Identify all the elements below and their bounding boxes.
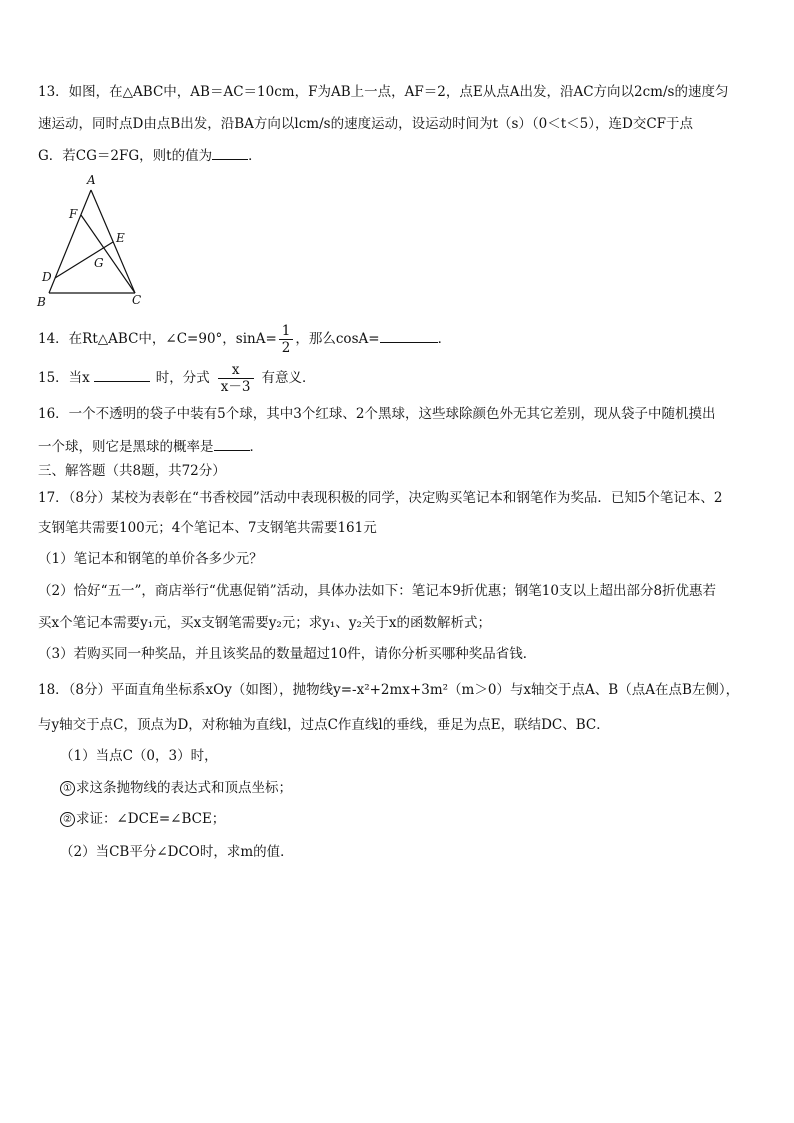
q13-line2: 速运动，同时点D由点B出发，沿BA方向以lcm/s的速度运动，设运动时间为t（s）（0＜t＜5），连D交CF于点 (38, 116, 694, 132)
q13-line3-end: ． (248, 148, 262, 164)
segment-cf (81, 215, 135, 293)
q17-part2-line2: 买x个笔记本需要y₁元，买x支钢笔需要y₂元；求y₁、y₂关于x的函数解析式； (38, 615, 491, 631)
label-f: F (69, 207, 78, 221)
fraction-denominator: x－3 (220, 379, 251, 395)
q15-text: 15．当x (38, 370, 90, 386)
q15-mid: 时，分式 (155, 370, 210, 386)
section-heading: 三、解答题（共8题，共72分） (38, 463, 226, 479)
q16-line2-end: ． (249, 439, 263, 455)
q16-line1: 16．一个不透明的袋子中装有5个球，其中3个红球、2个黑球，这些球除颜色外无其它差别，现从袋子中随机摸出 (38, 406, 716, 422)
segment-de (55, 242, 113, 278)
q16-line2 (38, 436, 263, 457)
q13-line1: 13．如图，在△ABC中，AB＝AC＝10cm，F为AB上一点，AF＝2，点E从点A出发，沿AC方向以2cm/s的速度匀 (38, 84, 729, 100)
q13-line3-text: G．若CG＝2FG，则t的值为 (38, 148, 213, 164)
fraction-x-over-x-minus-3 (218, 362, 254, 395)
q17-line2: 支钢笔共需要100元；4个笔记本、7支钢笔共需要161元 (38, 520, 377, 536)
circled-number-2: ② (60, 812, 75, 827)
q13-line3 (38, 145, 262, 166)
label-a: A (87, 173, 96, 187)
answer-blank (94, 367, 150, 382)
label-d: D (42, 270, 52, 284)
q18-line2: 与y轴交于点C，顶点为D，对称轴为直线l，过点C作直线l的垂线，垂足为点E，联结DC、BC． (38, 717, 610, 733)
label-g: G (94, 256, 104, 270)
q16-line2-text: 一个球，则它是黑球的概率是 (38, 439, 214, 455)
q18-subpart2-text: 求证：∠DCE=∠BCE； (76, 811, 226, 827)
label-b: B (37, 295, 46, 308)
q18-subpart2 (60, 809, 225, 829)
fraction-numerator: x (218, 362, 254, 379)
q18-part1: （1）当点C（0，3）时， (60, 748, 218, 764)
q17-part2-line1: （2）恰好“五一”，商店举行“优惠促销”活动，具体办法如下：笔记本9折优惠；钢笔10支以上超出部分8折优惠若 (38, 583, 717, 599)
segment-ac (91, 190, 135, 293)
q17-line1: 17．（8分）某校为表彰在“书香校园”活动中表现积极的同学，决定购买笔记本和钢笔作为奖品．已知5个笔记本、2 (38, 490, 723, 506)
q14-line (38, 322, 451, 356)
q15-line (38, 361, 316, 395)
answer-blank (212, 145, 248, 160)
q14-end: ． (437, 331, 452, 347)
fraction-one-half (279, 323, 294, 356)
q17-part1: （1）笔记本和钢笔的单价各多少元？ (38, 551, 263, 567)
q14-text: 14．在Rt△ABC中，∠C=90°，sinA= (38, 331, 277, 347)
label-e: E (116, 231, 125, 245)
q15-end: 有意义． (261, 370, 316, 386)
fraction-numerator: 1 (279, 323, 294, 340)
q18-subpart1 (60, 778, 292, 798)
triangle-figure (30, 168, 160, 308)
q17-part3: （3）若购买同一种奖品，并且该奖品的数量超过10件，请你分析买哪种奖品省钱． (38, 646, 537, 662)
answer-blank (380, 328, 438, 343)
fraction-denominator: 2 (281, 340, 291, 356)
label-c: C (132, 293, 142, 307)
q18-part2: （2）当CB平分∠DCO时，求m的值． (60, 844, 294, 860)
q18-line1: 18．（8分）平面直角坐标系xOy（如图），抛物线y=-x²+2mx+3m²（m＞0）与x轴交于点A、B（点A在点B左侧）， (38, 682, 740, 698)
q18-subpart1-text: 求这条抛物线的表达式和顶点坐标； (76, 780, 292, 796)
q14-mid: ，那么cosA= (295, 331, 380, 347)
answer-blank (214, 436, 250, 451)
circled-number-1: ① (60, 781, 75, 796)
